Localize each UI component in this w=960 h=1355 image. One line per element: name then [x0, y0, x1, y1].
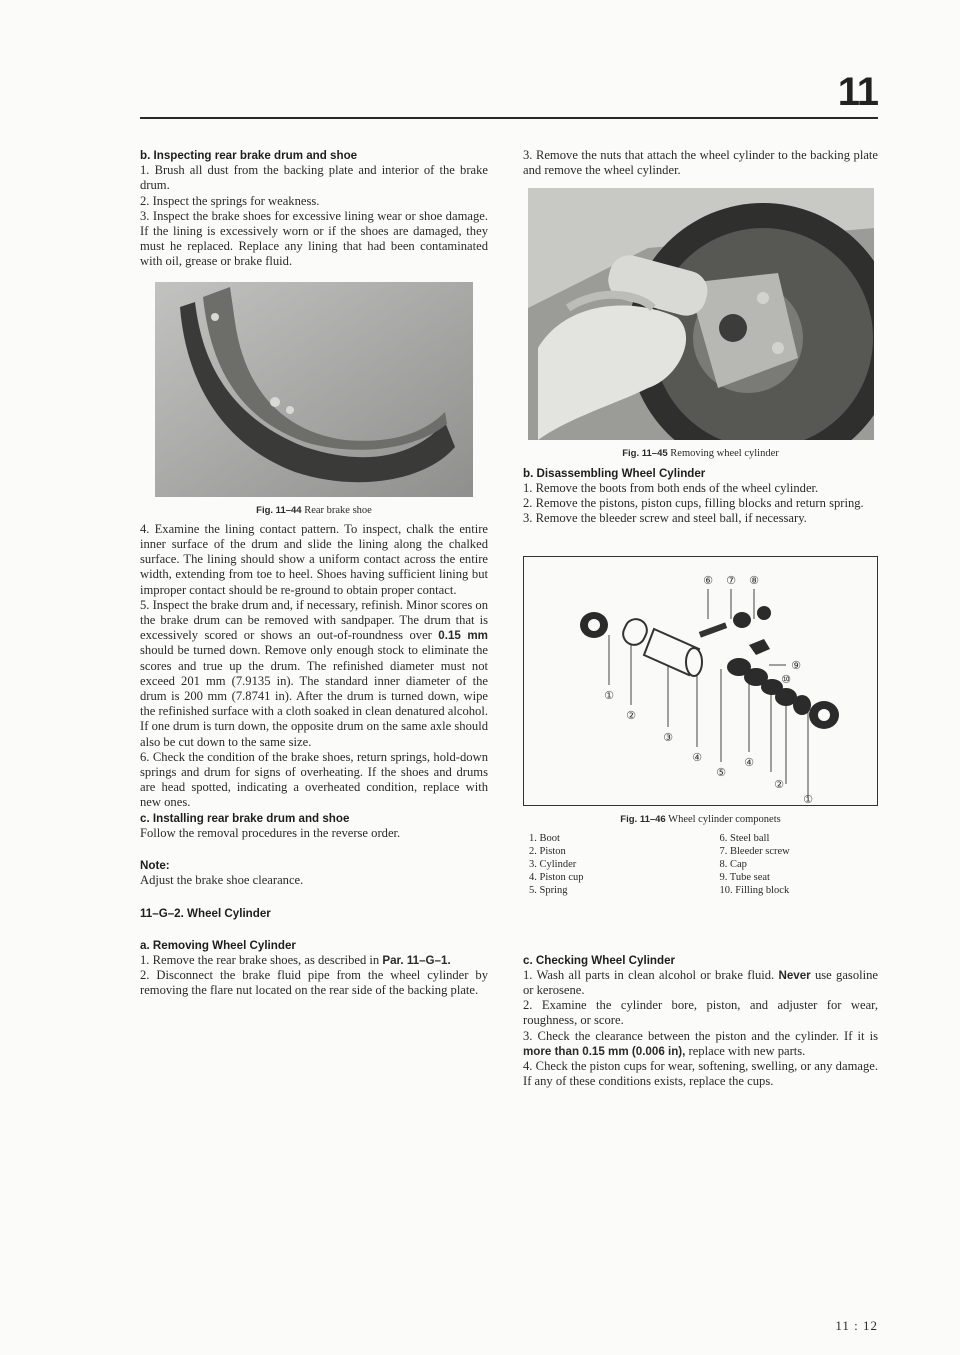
figure-label: Fig. 11–45 — [622, 448, 668, 460]
diagram-label-7: ⑦ — [726, 574, 736, 588]
section-heading-inspecting: b. Inspecting rear brake drum and shoe — [140, 149, 358, 162]
diagram-label-6: ⑥ — [703, 574, 713, 588]
diagram-label-2b: ② — [774, 778, 784, 792]
step-paragraph: 2. Disconnect the brake fluid pipe from the wheel cylinder by removing the flare nut located on the rear side of the backing plate. — [140, 968, 488, 998]
part-item: 8. Cap — [719, 858, 747, 870]
step-paragraph: 2. Inspect the springs for weakness. — [140, 193, 320, 208]
bold-reference: Par. 11–G–1. — [382, 953, 451, 967]
step-paragraph: 1. Remove the boots from both ends of the wheel cylinder. — [523, 480, 819, 495]
text-run: replace with new parts. — [685, 1043, 806, 1058]
text-run: use gasoline or kerosene. — [523, 967, 878, 998]
part-item: 2. Piston — [529, 845, 566, 857]
step-paragraph: 2. Remove the pistons, piston cups, filling blocks and return spring. — [523, 496, 864, 511]
left-column — [140, 148, 488, 999]
bold-value: more than 0.15 mm (0.006 in), — [523, 1044, 686, 1058]
diagram-label-10: ⑩ — [781, 673, 791, 687]
part-item: 4. Piston cup — [529, 871, 584, 883]
part-item: 6. Steel ball — [719, 832, 770, 844]
text-run: 3. Check the clearance between the piston and the cylinder. If it is — [523, 1028, 878, 1043]
step-paragraph — [140, 953, 488, 968]
figure-label: Fig. 11–44 — [256, 504, 302, 516]
diagram-label-1b: ① — [803, 793, 813, 806]
diagram-label-5: ⑤ — [716, 766, 726, 780]
diagram-label-4b: ④ — [744, 756, 754, 770]
figure-caption-46 — [523, 812, 878, 827]
text-run: 1. Remove the rear brake shoes, as described in — [140, 952, 383, 967]
step-paragraph: 3. Remove the bleeder screw and steel ball, if necessary. — [523, 511, 807, 526]
section-heading-disassembling: b. Disassembling Wheel Cylinder — [523, 466, 706, 480]
wheel-cylinder-exploded-diagram — [523, 556, 878, 806]
part-item: 10. Filling block — [719, 884, 790, 896]
parts-list-left — [529, 832, 700, 897]
part-item: 9. Tube seat — [719, 871, 770, 883]
section-heading-checking: c. Checking Wheel Cylinder — [523, 953, 676, 967]
text-run: 5. Inspect the brake drum and, if necessary, refinish. Minor scores on the brake drum can be removed with sandpaper. The drum that is excessively scored or shows an out-of-roundness over — [140, 597, 488, 643]
diagram-label-2: ② — [626, 709, 636, 723]
step-paragraph: 3. Remove the nuts that attach the wheel cylinder to the backing plate and remove the wheel cylinder. — [523, 148, 878, 178]
paragraph: Follow the removal procedures in the reverse order. — [140, 825, 401, 840]
step-paragraph-5 — [140, 598, 488, 750]
diagram-label-8: ⑧ — [749, 574, 759, 588]
brake-shoe-image — [155, 282, 473, 497]
part-item: 3. Cylinder — [529, 858, 577, 870]
parts-list-right — [700, 832, 871, 897]
diagram-label-3: ③ — [663, 731, 673, 745]
text-run: should be turned down. Remove only enough stock to eliminate the scores and true up the drum. The refinished diameter must not exceed 201 mm (7.9135 in). The standard inner diameter of the drum is 200 mm (7.8741 in). After the drum is turned down, wipe the refinished surface with a cloth soaked in clean denatured alcohol. If one drum is turn down, the opposite drum on the same axle should also be cut down to the same size. — [140, 643, 488, 749]
diagram-label-4: ④ — [692, 751, 702, 765]
figure-text: Removing wheel cylinder — [670, 448, 779, 460]
exploded-view-drawing — [524, 557, 877, 805]
right-column — [523, 148, 878, 1089]
part-item: 7. Bleeder screw — [719, 845, 790, 857]
figure-caption-44 — [140, 503, 488, 518]
section-heading-wheel-cylinder: 11–G–2. Wheel Cylinder — [140, 906, 271, 920]
rear-brake-shoe-photo — [155, 282, 473, 497]
part-item: 5. Spring — [529, 884, 568, 896]
bold-value: 0.15 mm — [438, 629, 488, 643]
step-paragraph: 6. Check the condition of the brake shoes, return springs, hold-down springs and drum for signs of overheating. If the shoes and drums are head spotted, indicating a overheated condition, replace with new ones. — [140, 749, 488, 810]
note-text: Adjust the brake shoe clearance. — [140, 873, 304, 888]
text-run: 1. Wash all parts in clean alcohol or brake fluid. — [523, 967, 779, 982]
step-paragraph: 2. Examine the cylinder bore, piston, and adjuster for wear, roughness, or score. — [523, 998, 878, 1028]
wheel-cylinder-image — [528, 188, 874, 440]
removing-wheel-cylinder-photo — [528, 188, 874, 440]
figure-label: Fig. 11–46 — [620, 814, 666, 826]
bold-word: Never — [778, 968, 811, 982]
chapter-number: 11 — [837, 70, 878, 114]
header-rule — [140, 117, 878, 119]
figure-text: Rear brake shoe — [304, 504, 372, 516]
figure-text: Wheel cylinder componets — [668, 814, 781, 826]
figure-caption-45 — [523, 446, 878, 461]
step-paragraph: 3. Inspect the brake shoes for excessive lining wear or shoe damage. If the lining is excessively worn or if the shoes are damaged, they must he replaced. Replace any lining that had been contaminated with oil, grease or brake fluid. — [140, 208, 488, 269]
step-paragraph: 1. Brush all dust from the backing plate and interior of the brake drum. — [140, 163, 488, 193]
section-heading-installing: c. Installing rear brake drum and shoe — [140, 811, 350, 825]
diagram-label-9: ⑨ — [791, 659, 801, 673]
diagram-label-1: ① — [604, 689, 614, 703]
note-heading: Note: — [140, 859, 170, 873]
step-paragraph: 4. Examine the lining contact pattern. To inspect, chalk the entire inner surface of the drum and slide the lining along the chalked surface. The lining should show a uniform contact across the entire width, extending from toe to heel. Shoes having sufficient lining but improper contact should be re-ground to obtain proper contact. — [140, 521, 488, 597]
step-paragraph: 4. Check the piston cups for wear, softening, swelling, or any damage. If any of these conditions exists, replace the cups. — [523, 1059, 878, 1089]
step-paragraph — [523, 1029, 878, 1059]
section-heading-removing: a. Removing Wheel Cylinder — [140, 938, 296, 952]
step-paragraph — [523, 968, 878, 998]
parts-list — [523, 832, 878, 897]
part-item: 1. Boot — [529, 832, 560, 844]
page-number: 11 : 12 — [835, 1318, 878, 1333]
